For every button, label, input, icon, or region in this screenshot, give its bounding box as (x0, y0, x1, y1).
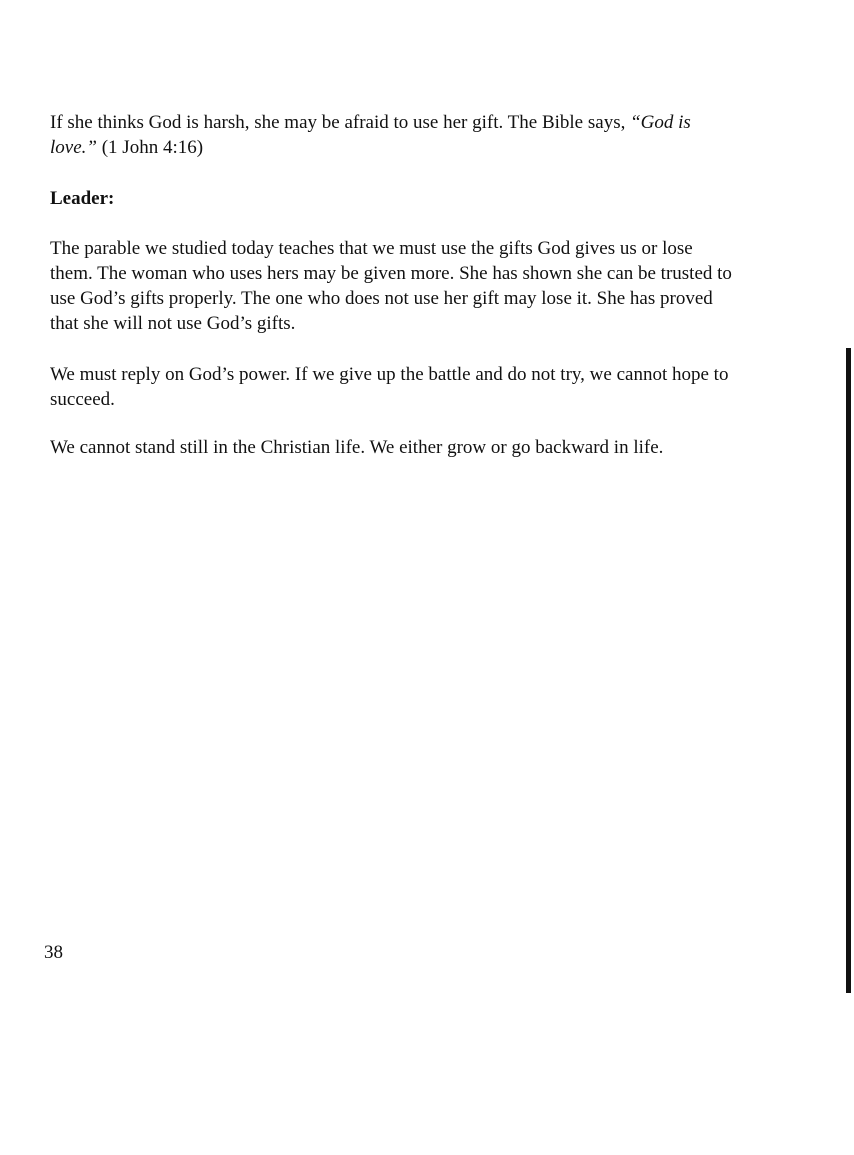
paragraph-parable: The parable we studied today teaches that we must use the gifts God gives us or lose them. The woman who uses hers may be given more. She has shown she can be trusted to use God’s gifts properly. The one who does not use her gift may lose it. She has proved that she will not use God’s gifts. (50, 238, 732, 334)
scripture-reference: (1 John 4:16) (96, 137, 204, 158)
page-number: 38 (44, 942, 63, 963)
leader-heading: Leader: (50, 188, 115, 209)
paragraph-christian-life: We cannot stand still in the Christian life. We either grow or go backward in life. (50, 437, 664, 458)
paragraph-gods-power: We must reply on God’s power. If we give up the battle and do not try, we cannot hope to succeed. (50, 364, 729, 410)
paragraph-harsh-god (50, 110, 740, 160)
scan-edge-bar (846, 348, 851, 993)
paragraph-lead-text: If she thinks God is harsh, she may be afraid to use her gift. The Bible says, (50, 112, 631, 133)
scripture-quote: “God is love.” (50, 112, 691, 158)
